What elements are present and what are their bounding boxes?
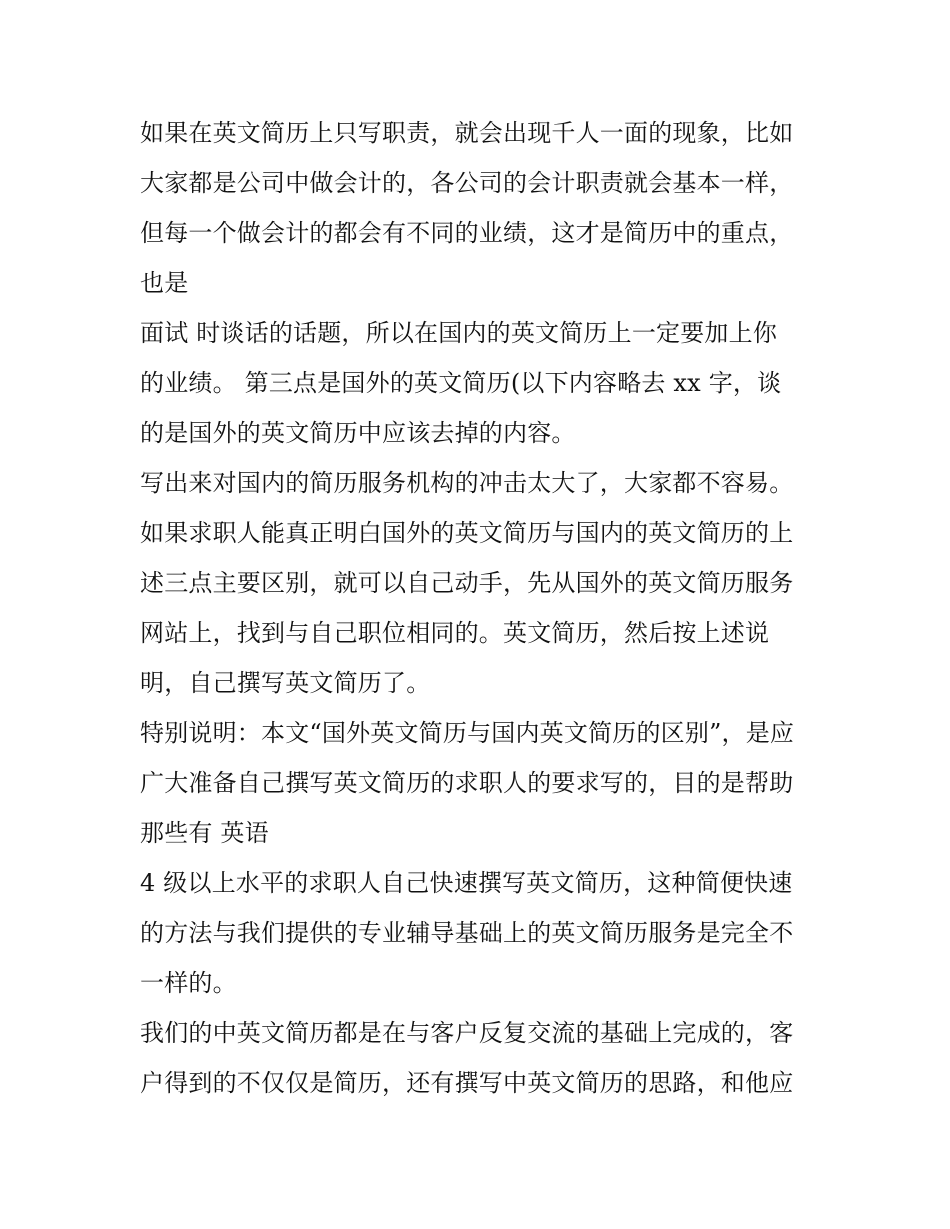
text-line-12: 明，自己撰写英文简历了。	[140, 669, 431, 697]
document-body	[140, 108, 820, 1108]
text-line-17: 的方法与我们提供的专业辅导基础上的英文简历服务是完全不	[140, 919, 794, 947]
text-line-7: 的是国外的英文简历中应该去掉的内容。	[140, 419, 576, 447]
text-line-11: 网站上，找到与自己职位相同的。英文简历，然后按上述说	[140, 619, 770, 647]
text-line-3: 但每一个做会计的都会有不同的业绩，这才是简历中的重点，	[140, 219, 794, 247]
text-line-6: 的业绩。 第三点是国外的英文简历(以下内容略去 xx 字，谈	[140, 369, 782, 397]
text-line-20: 户得到的不仅仅是简历，还有撰写中英文简历的思路，和他应	[140, 1069, 794, 1097]
text-line-2: 大家都是公司中做会计的，各公司的会计职责就会基本一样，	[140, 169, 794, 197]
text-line-4: 也是	[140, 269, 189, 297]
text-line-16: 4 级以上水平的求职人自己快速撰写英文简历，这种简便快速	[140, 869, 793, 897]
text-line-14: 广大准备自己撰写英文简历的求职人的要求写的，目的是帮助	[140, 769, 794, 797]
text-line-19: 我们的中英文简历都是在与客户反复交流的基础上完成的，客	[140, 1019, 794, 1047]
text-line-8: 写出来对国内的简历服务机构的冲击太大了，大家都不容易。	[140, 469, 794, 497]
text-line-18: 一样的。	[140, 969, 237, 997]
text-line-1: 如果在英文简历上只写职责，就会出现千人一面的现象，比如	[140, 119, 794, 147]
text-line-9: 如果求职人能真正明白国外的英文简历与国内的英文简历的上	[140, 519, 794, 547]
text-line-15: 那些有 英语	[140, 819, 269, 847]
text-line-10: 述三点主要区别，就可以自己动手，先从国外的英文简历服务	[140, 569, 794, 597]
text-line-13: 特别说明：本文“国外英文简历与国内英文简历的区别”，是应	[140, 719, 795, 747]
text-line-5: 面试 时谈话的话题，所以在国内的英文简历上一定要加上你	[140, 319, 778, 347]
